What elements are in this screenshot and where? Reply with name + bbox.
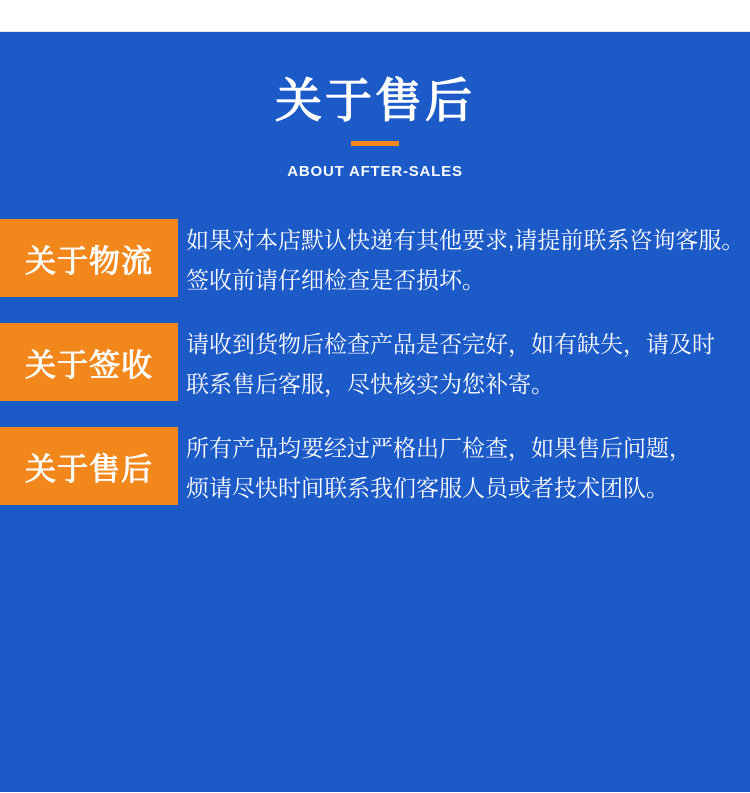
service-label-after-sales: 关于售后 [0, 427, 178, 505]
section-title: 关于售后 [275, 74, 475, 127]
service-text-after-sales [186, 427, 692, 508]
top-white-strip [0, 0, 750, 32]
service-text-line: 请收到货物后检查产品是否完好，如有缺失，请及时 [186, 331, 715, 357]
service-label-sign-off: 关于签收 [0, 323, 178, 401]
service-row-logistics [0, 219, 750, 297]
service-text-line: 联系售后客服，尽快核实为您补寄。 [186, 371, 554, 397]
service-text-line: 签收前请仔细检查是否损坏。 [186, 267, 485, 293]
service-row-after-sales [0, 427, 750, 505]
title-divider-bar [351, 141, 399, 146]
service-text-line: 所有产品均要经过严格出厂检查，如果售后问题， [186, 435, 692, 461]
after-sales-banner [0, 32, 750, 792]
banner-header [0, 32, 750, 179]
service-label-logistics: 关于物流 [0, 219, 178, 297]
service-rows [0, 219, 750, 505]
service-text-line: 如果对本店默认快递有其他要求,请提前联系咨询客服。 [186, 227, 745, 253]
service-row-sign-off [0, 323, 750, 401]
service-text-logistics [186, 219, 744, 300]
service-text-line: 烦请尽快时间联系我们客服人员或者技术团队。 [186, 475, 669, 501]
service-text-sign-off [186, 323, 715, 404]
section-subtitle: ABOUT AFTER-SALES [287, 163, 463, 180]
